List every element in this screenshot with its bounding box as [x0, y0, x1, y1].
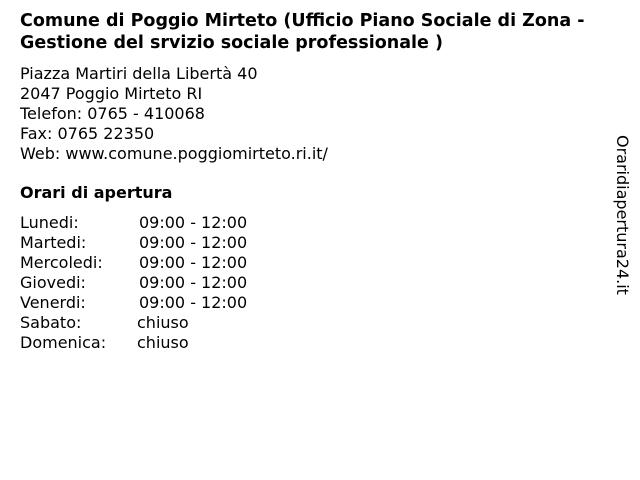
street-address: Piazza Martiri della Libertà 40 — [20, 64, 258, 83]
business-title: Comune di Poggio Mirteto (Ufficio Piano Sociale di Zona - Gestione del srvizio sociale professionale ) — [20, 11, 585, 53]
hours-day: Giovedi: — [20, 273, 86, 292]
hours-time: 09:00 - 12:00 — [139, 233, 248, 252]
hours-day: Martedi: — [20, 233, 87, 252]
hours-day: Venerdi: — [20, 293, 86, 312]
hours-day: Mercoledi: — [20, 253, 103, 272]
hours-time: 09:00 - 12:00 — [139, 213, 248, 232]
hours-time: 09:00 - 12:00 — [139, 253, 248, 272]
hours-time: chiuso — [137, 333, 189, 352]
hours-time: 09:00 - 12:00 — [139, 293, 248, 312]
website-link[interactable]: Web: www.comune.poggiomirteto.ri.it/ — [20, 144, 328, 163]
fax-number: Fax: 0765 22350 — [20, 124, 155, 143]
city-postal: 2047 Poggio Mirteto RI — [20, 84, 203, 103]
address-block — [20, 64, 328, 164]
hours-day: Domenica: — [20, 333, 107, 352]
hours-time: 09:00 - 12:00 — [139, 273, 248, 292]
hours-day: Sabato: — [20, 313, 82, 332]
site-watermark: Oraridiapertura24.it — [613, 135, 632, 295]
phone-number: Telefon: 0765 - 410068 — [20, 104, 205, 123]
opening-hours-heading: Orari di apertura — [20, 183, 173, 202]
hours-day: Lunedi: — [20, 213, 79, 232]
hours-time: chiuso — [137, 313, 189, 332]
